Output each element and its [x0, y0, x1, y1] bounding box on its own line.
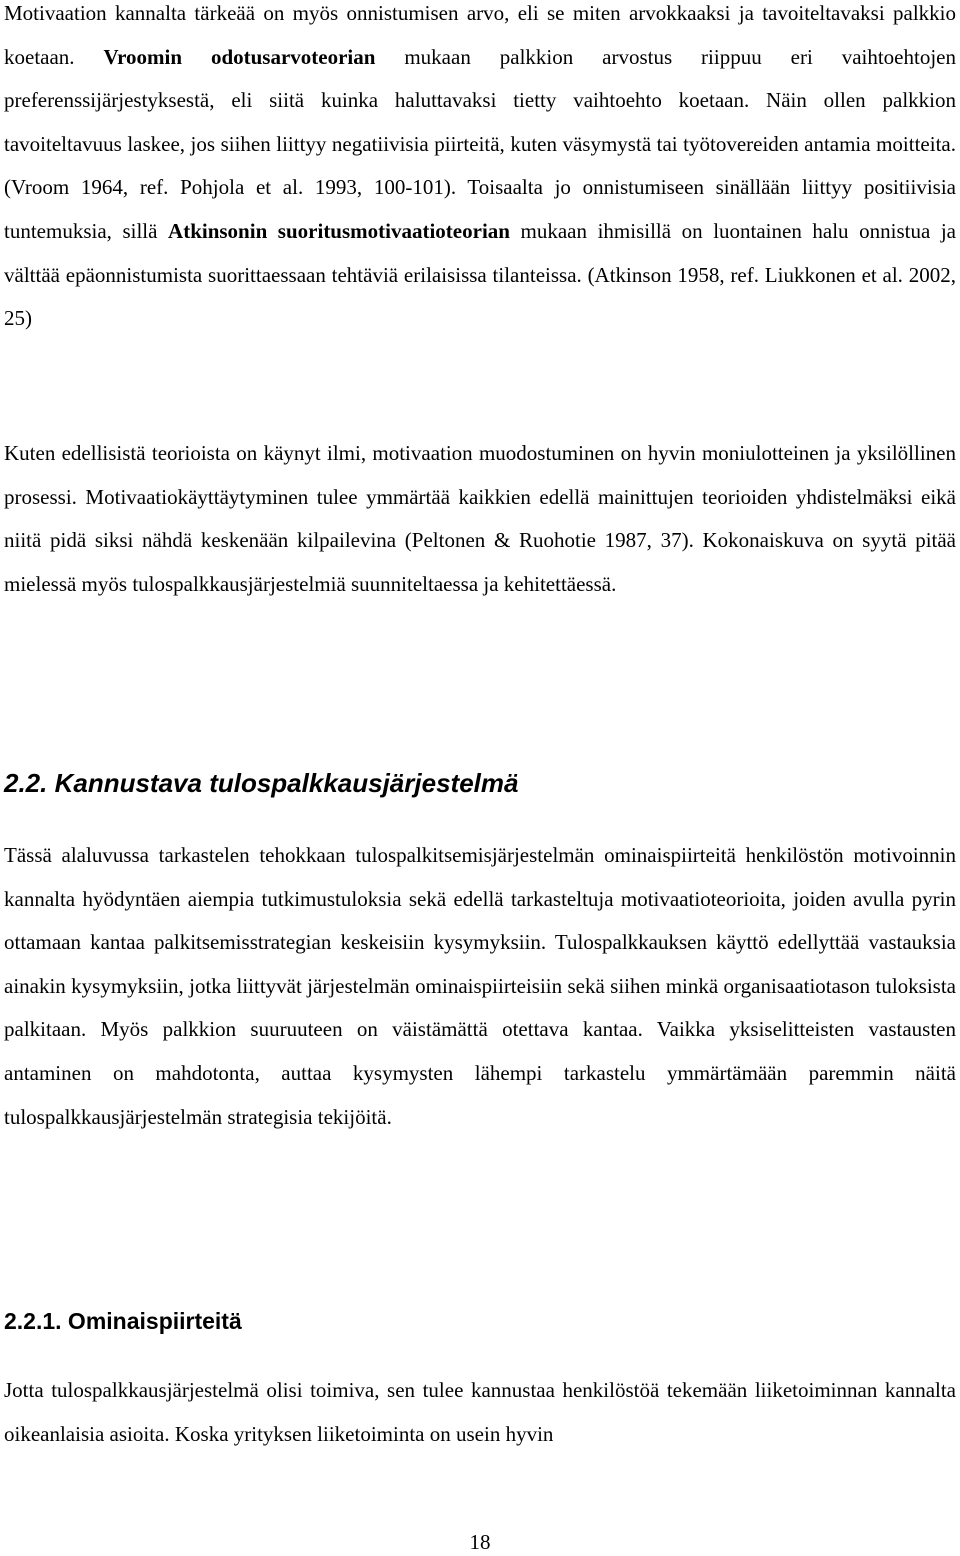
paragraph-text: Motivaation kannalta tärkeää on myös onnistumisen arvo, eli se miten arvokkaaksi ja tavoiteltavaksi palkkio koetaan.: [4, 1, 956, 69]
paragraph-section-intro: Tässä alaluvussa tarkastelen tehokkaan tulospalkitsemisjärjestelmän ominaispiirteitä henkilöstön motivoinnin kannalta hyödyntäen aiempia tutkimustuloksia sekä edellä tarkasteltuja motivaatioteorioita, joiden avulla pyrin ottamaan kantaa palkitsemisstrategian keskeisiin kysymyksiin. Tulospalkkauksen käyttö edellyttää vastauksia ainakin kysymyksiin, jotka liittyvät järjestelmän ominaispiirteisiin sekä siihen minkä organisaatiotason tuloksista palkitaan. Myös palkkion suuruuteen on väistämättä otettava kantaa. Vaikka yksiselitteisten vastausten antaminen on mahdotonta, auttaa kysymysten lähempi tarkastelu ymmärtämään paremmin näitä tulospalkkausjärjestelmän strategisia tekijöitä.: [4, 843, 956, 1129]
paragraph-theories-summary: Kuten edellisistä teorioista on käynyt ilmi, motivaation muodostuminen on hyvin moniulotteinen ja yksilöllinen prosessi. Motivaatiokäyttäytyminen tulee ymmärtää kaikkien edellä mainittujen teorioiden yhdistelmäksi eikä niitä pidä siksi nähdä keskenään kilpailevina (Peltonen & Ruohotie 1987, 37). Kokonaiskuva on syytä pitää mielessä myös tulospalkkausjärjestelmiä suunniteltaessa ja kehitettäessä.: [4, 441, 956, 596]
bold-term-atkinson: Atkinsonin suoritusmotivaatioteorian: [168, 218, 510, 243]
bold-term-vroom: Vroomin odotusarvoteorian: [103, 44, 376, 69]
paragraph-text: mukaan palkkion arvostus riippuu eri vaihtoehtojen preferenssijärjestyksestä, eli siitä kuinka haluttavaksi tietty vaihtoehto koetaan. Näin ollen palkkion tavoiteltavuus laskee, jos siihen liittyy negatiivisia piirteitä, kuten väsymystä tai työtovereiden antamia moitteita. (Vroom 1964, ref. Pohjola et al. 1993, 100-101). Toisaalta jo onnistumiseen sinällään liittyy positiivisia tuntemuksia, sillä: [4, 44, 956, 243]
page-number: 18: [469, 1530, 491, 1554]
paragraph-features-intro: Jotta tulospalkkausjärjestelmä olisi toimiva, sen tulee kannustaa henkilöstöä tekemään liiketoiminnan kannalta oikeanlaisia asioita. Koska yrityksen liiketoiminta on usein hyvin: [4, 1378, 956, 1446]
section-heading: 2.2. Kannustava tulospalkkausjärjestelmä: [4, 768, 519, 798]
paragraph-motivation-value: [4, 0, 956, 341]
subsection-heading: 2.2.1. Ominaispiirteitä: [4, 1308, 242, 1334]
paragraph-text: mukaan ihmisillä on luontainen halu onnistua ja välttää epäonnistumista suorittaessaan tehtäviä erilaisissa tilanteissa. (Atkinson 1958, ref. Liukkonen et al. 2002, 25): [4, 218, 956, 331]
